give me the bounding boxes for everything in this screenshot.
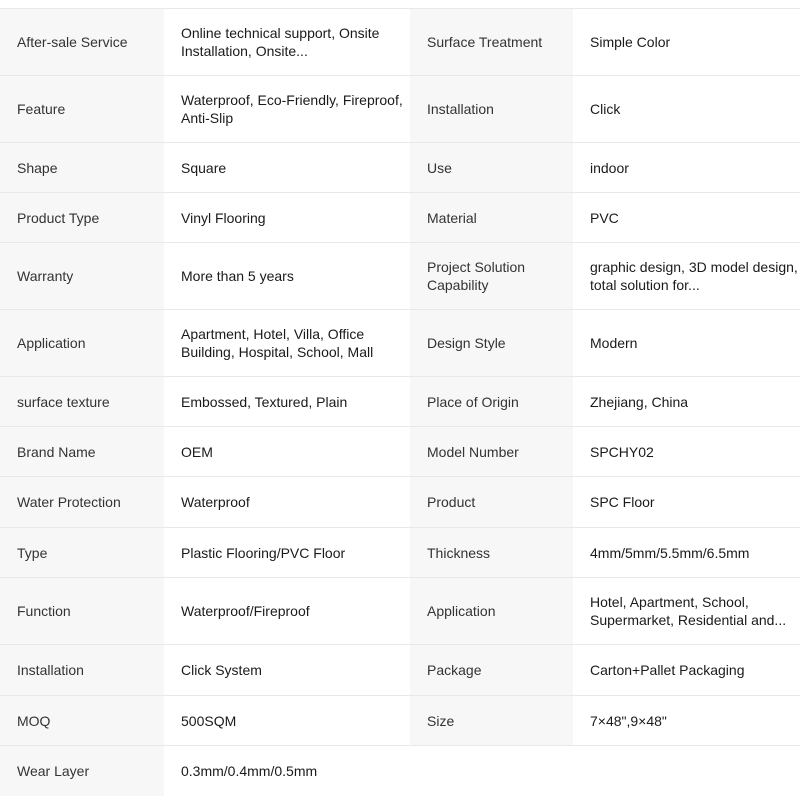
spec-key: Surface Treatment <box>410 9 573 76</box>
empty-cell <box>410 746 573 796</box>
table-row <box>0 696 800 746</box>
spec-value: Waterproof/Fireproof <box>164 578 410 645</box>
spec-value: Click <box>573 76 800 143</box>
spec-key: Warranty <box>0 243 164 310</box>
spec-key: Use <box>410 143 573 193</box>
table-row <box>0 310 800 377</box>
spec-value: Zhejiang, China <box>573 377 800 427</box>
spec-key: Package <box>410 645 573 696</box>
spec-key: Installation <box>0 645 164 696</box>
spec-key: Feature <box>0 76 164 143</box>
spec-value: Carton+Pallet Packaging <box>573 645 800 696</box>
spec-key: Thickness <box>410 528 573 578</box>
spec-key: After-sale Service <box>0 9 164 76</box>
spec-value: Waterproof <box>164 477 410 528</box>
spec-value: Waterproof, Eco-Friendly, Fireproof, Anti-Slip <box>164 76 410 143</box>
empty-cell <box>573 746 800 796</box>
spec-value: Embossed, Textured, Plain <box>164 377 410 427</box>
spec-key: Type <box>0 528 164 578</box>
spec-key: Product Type <box>0 193 164 243</box>
spec-value: 500SQM <box>164 696 410 746</box>
spec-key: Material <box>410 193 573 243</box>
spec-key: Project Solution Capability <box>410 243 573 310</box>
spec-key: Water Protection <box>0 477 164 528</box>
spec-key: Size <box>410 696 573 746</box>
spec-table-body <box>0 9 800 796</box>
table-row <box>0 76 800 143</box>
spec-value: Apartment, Hotel, Villa, Office Building, Hospital, School, Mall <box>164 310 410 377</box>
table-row <box>0 9 800 76</box>
table-row <box>0 528 800 578</box>
spec-value: Click System <box>164 645 410 696</box>
spec-value: SPC Floor <box>573 477 800 528</box>
spec-value: Plastic Flooring/PVC Floor <box>164 528 410 578</box>
spec-value: Vinyl Flooring <box>164 193 410 243</box>
table-row <box>0 143 800 193</box>
table-row <box>0 746 800 796</box>
spec-key: Place of Origin <box>410 377 573 427</box>
spec-value: graphic design, 3D model design, total solution for... <box>573 243 800 310</box>
spec-key: Application <box>410 578 573 645</box>
spec-value: Square <box>164 143 410 193</box>
table-row <box>0 243 800 310</box>
spec-value: indoor <box>573 143 800 193</box>
table-row <box>0 578 800 645</box>
spec-value: SPCHY02 <box>573 427 800 477</box>
spec-key: surface texture <box>0 377 164 427</box>
table-row <box>0 193 800 243</box>
table-row <box>0 377 800 427</box>
spec-key: MOQ <box>0 696 164 746</box>
spec-value: PVC <box>573 193 800 243</box>
table-row <box>0 477 800 528</box>
spec-value: 0.3mm/0.4mm/0.5mm <box>164 746 410 796</box>
spec-key: Shape <box>0 143 164 193</box>
spec-key: Design Style <box>410 310 573 377</box>
spec-key: Application <box>0 310 164 377</box>
spec-value: 7×48",9×48" <box>573 696 800 746</box>
product-spec-table <box>0 8 800 796</box>
spec-key: Function <box>0 578 164 645</box>
spec-value: Modern <box>573 310 800 377</box>
spec-value: More than 5 years <box>164 243 410 310</box>
spec-key: Installation <box>410 76 573 143</box>
spec-key: Brand Name <box>0 427 164 477</box>
spec-key: Model Number <box>410 427 573 477</box>
spec-key: Product <box>410 477 573 528</box>
spec-value: OEM <box>164 427 410 477</box>
table-row <box>0 645 800 696</box>
spec-value: Online technical support, Onsite Installation, Onsite... <box>164 9 410 76</box>
spec-value: 4mm/5mm/5.5mm/6.5mm <box>573 528 800 578</box>
spec-key: Wear Layer <box>0 746 164 796</box>
table-row <box>0 427 800 477</box>
spec-value: Simple Color <box>573 9 800 76</box>
spec-value: Hotel, Apartment, School, Supermarket, Residential and... <box>573 578 800 645</box>
